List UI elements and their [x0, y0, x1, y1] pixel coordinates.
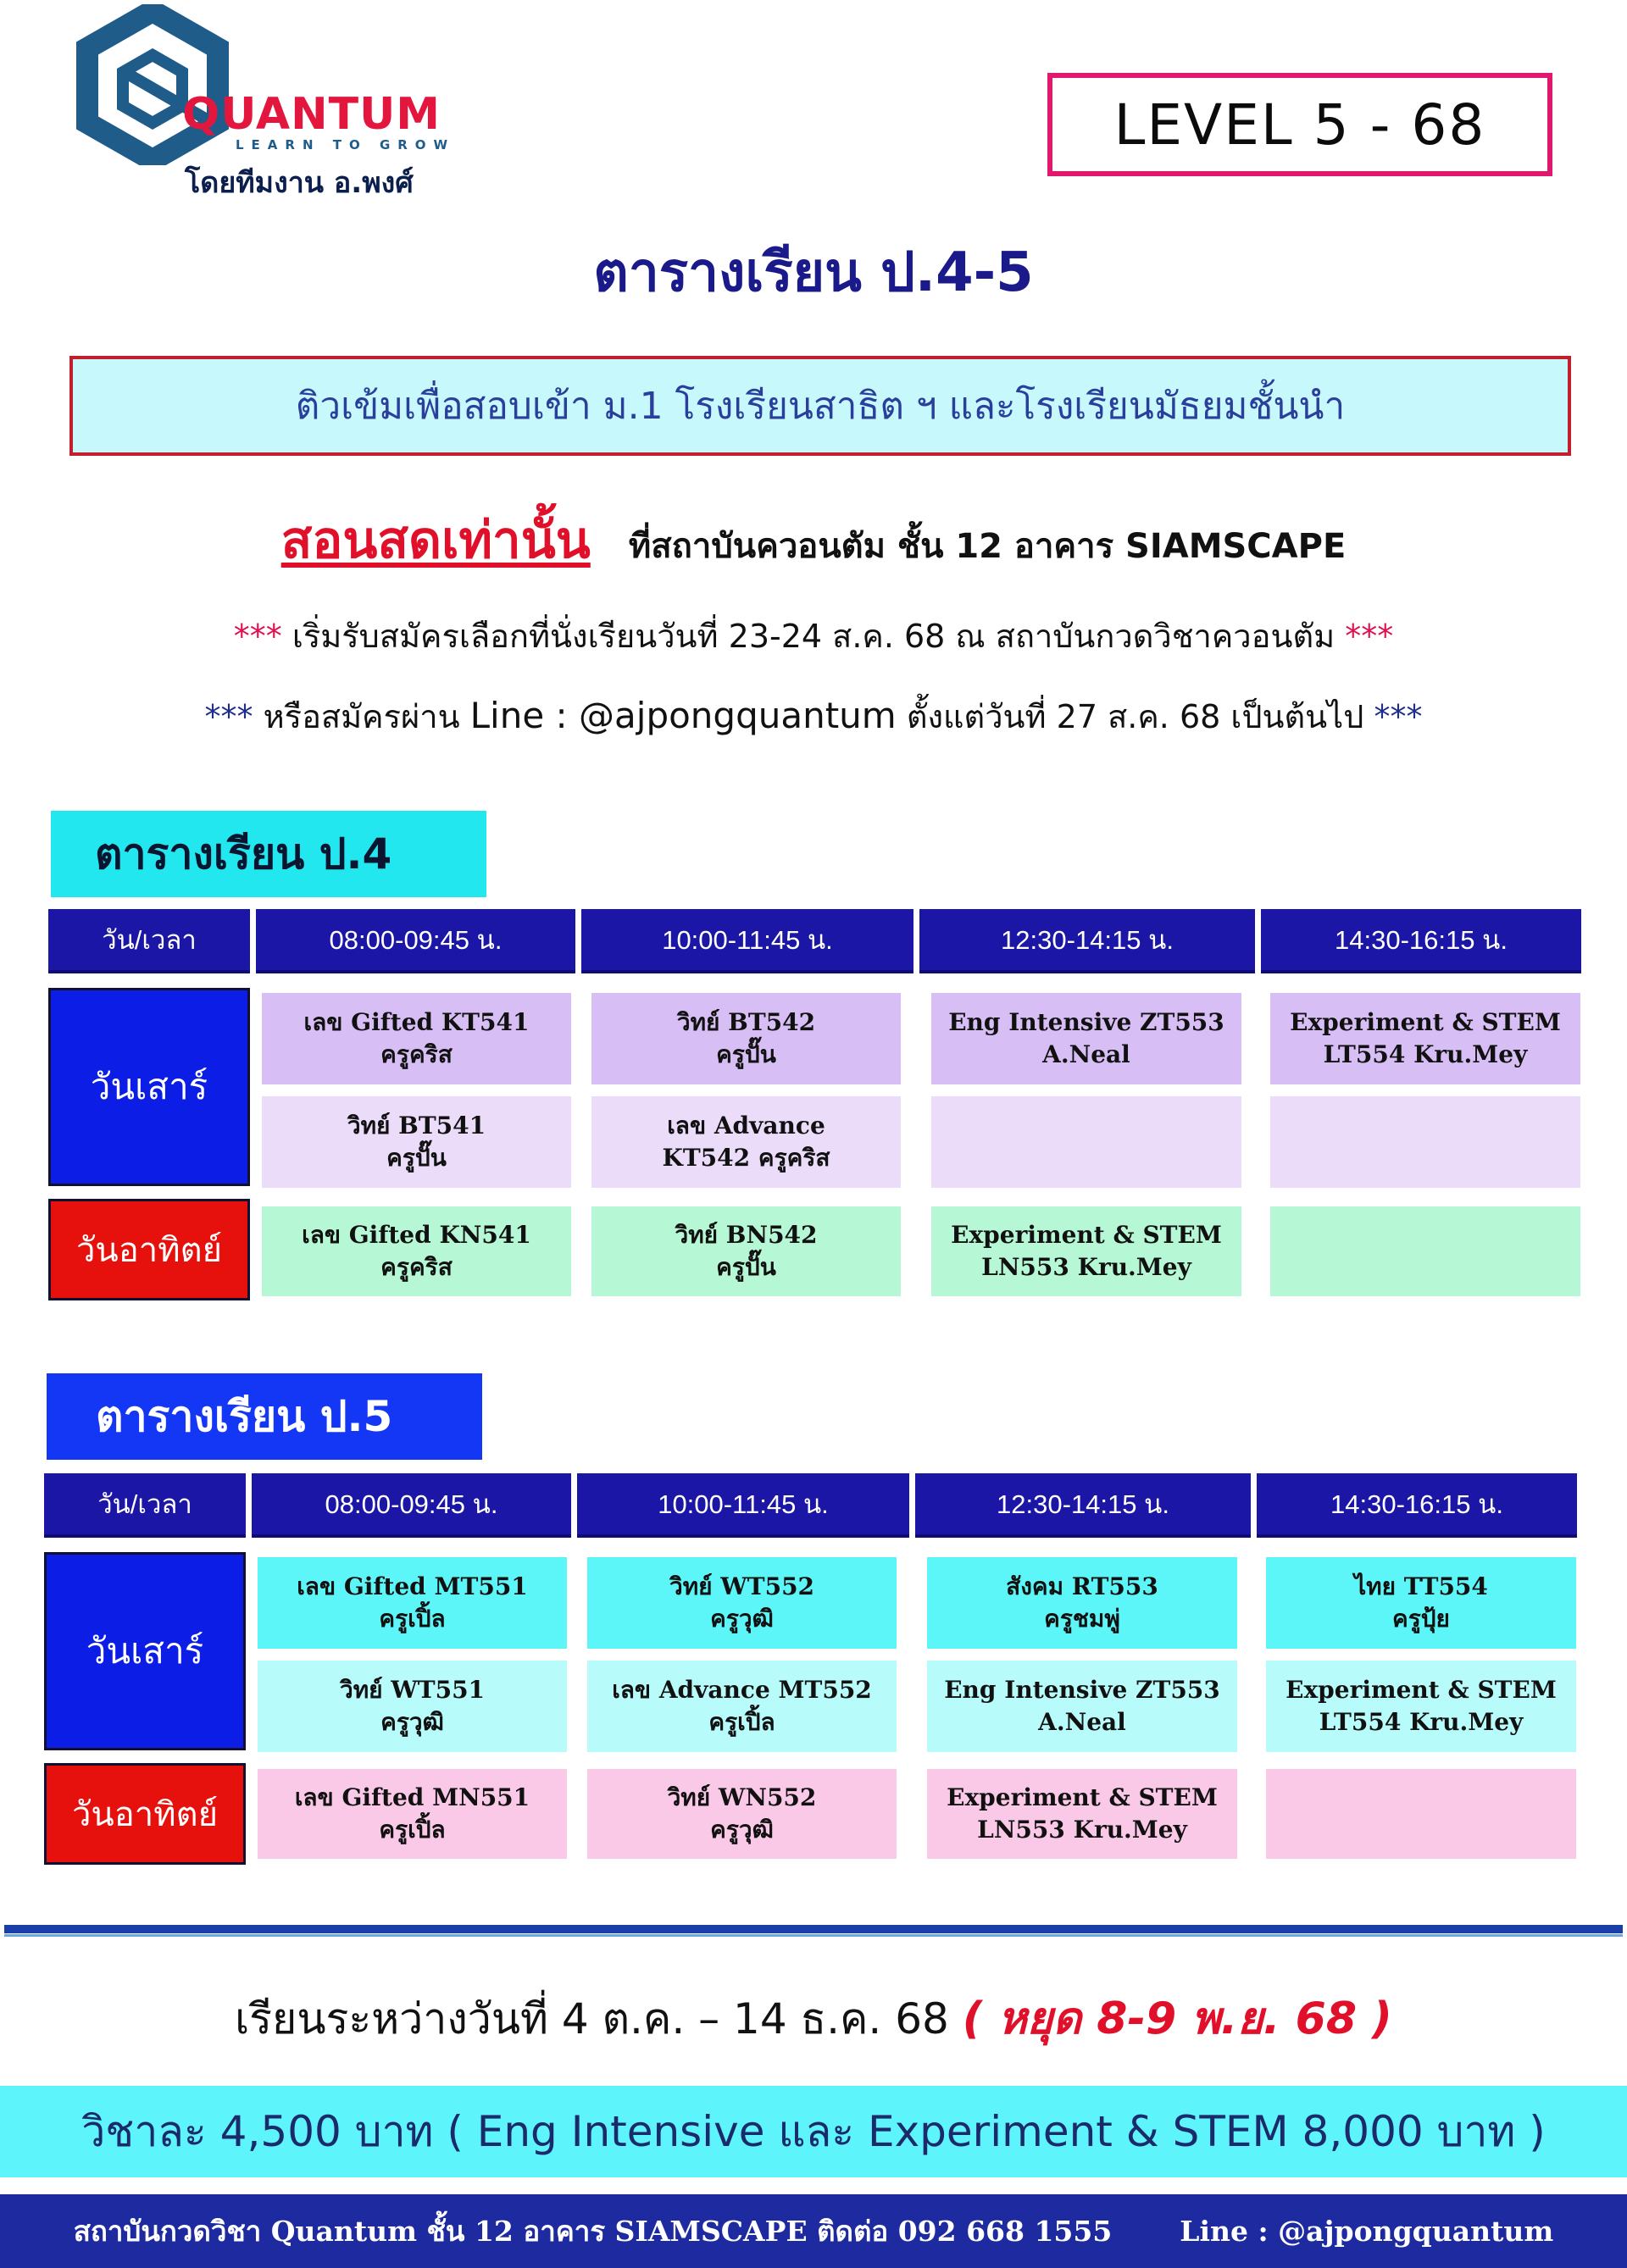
p4-class-cell	[262, 1206, 571, 1296]
class-code: ไทย TT554	[1354, 1572, 1488, 1601]
class-code: Experiment & STEM	[951, 1221, 1222, 1250]
class-teacher: A.Neal	[1038, 1708, 1126, 1736]
class-code: วิทย์ BN542	[675, 1221, 818, 1250]
p4-empty-cell	[1270, 1206, 1580, 1296]
stars-left: ***	[204, 698, 253, 735]
stars-right: ***	[1345, 618, 1394, 655]
class-teacher: LT554 Kru.Mey	[1319, 1708, 1524, 1736]
p4-header-slot1: 08:00-09:45 น.	[256, 909, 575, 973]
logo-brand: QUANTUM	[182, 89, 441, 140]
p5-header-slot2: 10:00-11:45 น.	[577, 1473, 909, 1538]
holiday-note: ( หยุด 8-9 พ.ย. 68 )	[962, 1994, 1392, 2044]
p4-class-cell	[591, 1096, 901, 1188]
p4-day-saturday: วันเสาร์	[48, 988, 250, 1186]
page-title: ตารางเรียน ป.4-5	[593, 241, 1034, 304]
logo-subtitle: โดยทีมงาน อ.พงศ์	[185, 166, 414, 200]
p5-class-cell	[587, 1557, 897, 1649]
level-badge: LEVEL 5 - 68	[1047, 73, 1552, 176]
class-teacher: ครูเปิ้ล	[379, 1605, 446, 1633]
class-teacher: ครูปั๊น	[716, 1253, 776, 1281]
class-code: เลข Gifted MT551	[297, 1572, 528, 1601]
class-code: เลข Gifted KN541	[302, 1221, 531, 1250]
footer-bar	[0, 2194, 1627, 2268]
p4-class-cell	[262, 993, 571, 1084]
p4-header-slot4: 14:30-16:15 น.	[1261, 909, 1581, 973]
p5-class-cell	[1266, 1557, 1576, 1649]
class-teacher: ครูวุฒิ	[710, 1605, 774, 1633]
p5-class-cell	[258, 1661, 567, 1752]
class-code: เลข Gifted MN551	[294, 1783, 530, 1812]
divider	[4, 1934, 1623, 1937]
p4-class-cell	[591, 993, 901, 1084]
class-code: Eng Intensive ZT553	[944, 1676, 1220, 1705]
class-teacher: LN553 Kru.Mey	[981, 1253, 1191, 1281]
class-teacher: ครูปุ้ย	[1392, 1605, 1450, 1633]
p4-class-cell	[262, 1096, 571, 1188]
p4-empty-cell	[931, 1096, 1241, 1188]
p5-class-cell	[587, 1769, 897, 1859]
class-teacher: ครูปั๊น	[386, 1144, 447, 1172]
p4-header-slot3: 12:30-14:15 น.	[919, 909, 1255, 973]
class-teacher: LN553 Kru.Mey	[977, 1816, 1187, 1844]
class-code: วิทย์ BT542	[676, 1008, 816, 1037]
class-code: วิทย์ WN552	[667, 1783, 817, 1812]
class-code: วิทย์ BT541	[347, 1112, 486, 1140]
p5-class-cell	[1266, 1661, 1576, 1752]
p4-class-cell	[931, 1206, 1241, 1296]
p5-class-cell	[258, 1769, 567, 1859]
line-registration-note	[0, 690, 1627, 742]
class-teacher: A.Neal	[1042, 1040, 1130, 1068]
class-code: Experiment & STEM	[947, 1783, 1218, 1812]
p5-class-cell	[927, 1557, 1237, 1649]
class-teacher: ครูเปิ้ล	[379, 1816, 446, 1844]
live-teaching-row	[0, 500, 1627, 580]
registration-note	[0, 610, 1627, 662]
class-teacher: ครูคริส	[380, 1040, 453, 1068]
p4-empty-cell	[1270, 1096, 1580, 1188]
p4-header-day: วัน/เวลา	[48, 909, 250, 973]
stars-left: ***	[233, 618, 282, 655]
p5-header-slot1: 08:00-09:45 น.	[252, 1473, 571, 1538]
p5-empty-cell	[1266, 1769, 1576, 1859]
class-code: วิทย์ WT551	[339, 1676, 486, 1705]
class-teacher: ครูเปิ้ล	[708, 1708, 775, 1736]
class-teacher: ครูวุฒิ	[380, 1708, 444, 1736]
line-id: Line : @ajpongquantum	[469, 695, 897, 736]
p5-section-tab: ตารางเรียน ป.5	[47, 1373, 482, 1460]
live-only-label: สอนสดเท่านั้น	[280, 511, 591, 570]
p5-header-day: วัน/เวลา	[44, 1473, 246, 1538]
class-code: เลข Gifted KT541	[303, 1008, 530, 1037]
logo-tagline: LEARN TO GROW	[236, 137, 456, 152]
p5-class-cell	[927, 1769, 1237, 1859]
p5-header-slot3: 12:30-14:15 น.	[915, 1473, 1251, 1538]
p4-header-slot2: 10:00-11:45 น.	[581, 909, 913, 973]
p5-class-cell	[258, 1557, 567, 1649]
p5-class-cell	[927, 1661, 1237, 1752]
p5-day-sunday: วันอาทิตย์	[44, 1763, 246, 1865]
class-teacher: ครูชมพู่	[1044, 1605, 1120, 1633]
p4-day-sunday: วันอาทิตย์	[48, 1199, 250, 1300]
p4-class-cell	[931, 993, 1241, 1084]
live-location: ที่สถาบันควอนตัม ชั้น 12 อาคาร SIAMSCAPE	[628, 527, 1347, 566]
stars-right: ***	[1374, 698, 1423, 735]
price-bar: วิชาละ 4,500 บาท ( Eng Intensive และ Experiment & STEM 8,000 บาท )	[0, 2086, 1627, 2177]
footer-contact: สถาบันกวดวิชา Quantum ชั้น 12 อาคาร SIAMSCAPE ติดต่อ 092 668 1555	[73, 2215, 1113, 2248]
class-code: Experiment & STEM	[1285, 1676, 1557, 1705]
class-teacher: ครูคริส	[380, 1253, 453, 1281]
class-code: เลข Advance MT552	[612, 1676, 872, 1705]
class-code: เลข Advance	[667, 1112, 825, 1140]
p4-class-cell	[1270, 993, 1580, 1084]
period-text: เรียนระหว่างวันที่ 4 ต.ค. – 14 ธ.ค. 68	[235, 1994, 949, 2043]
class-code: วิทย์ WT552	[669, 1572, 815, 1601]
class-code: Experiment & STEM	[1290, 1008, 1561, 1037]
p4-class-cell	[591, 1206, 901, 1296]
registration-text: เริ่มรับสมัครเลือกที่นั่งเรียนวันที่ 23-24 ส.ค. 68 ณ สถาบันกวดวิชาควอนตัม	[292, 618, 1335, 655]
class-code: Eng Intensive ZT553	[948, 1008, 1224, 1037]
divider	[4, 1925, 1623, 1933]
line-note-post: ตั้งแต่วันที่ 27 ส.ค. 68 เป็นต้นไป	[906, 698, 1364, 735]
class-teacher: KT542 ครูคริส	[662, 1144, 830, 1172]
class-code: สังคม RT553	[1006, 1572, 1158, 1601]
p5-header-slot4: 14:30-16:15 น.	[1257, 1473, 1577, 1538]
class-teacher: LT554 Kru.Mey	[1323, 1040, 1528, 1068]
class-teacher: ครูปั๊น	[716, 1040, 776, 1068]
course-period	[0, 1982, 1627, 2053]
p5-day-saturday: วันเสาร์	[44, 1552, 246, 1750]
quantum-logo	[72, 4, 233, 165]
line-note-pre: หรือสมัครผ่าน	[263, 698, 460, 735]
class-teacher: ครูวุฒิ	[710, 1816, 774, 1844]
subtitle-banner: ติวเข้มเพื่อสอบเข้า ม.1 โรงเรียนสาธิต ฯ และโรงเรียนมัธยมชั้นนำ	[69, 356, 1571, 456]
footer-line-id: Line : @ajpongquantum	[1180, 2215, 1554, 2248]
p5-class-cell	[587, 1661, 897, 1752]
p4-section-tab: ตารางเรียน ป.4	[51, 811, 486, 897]
